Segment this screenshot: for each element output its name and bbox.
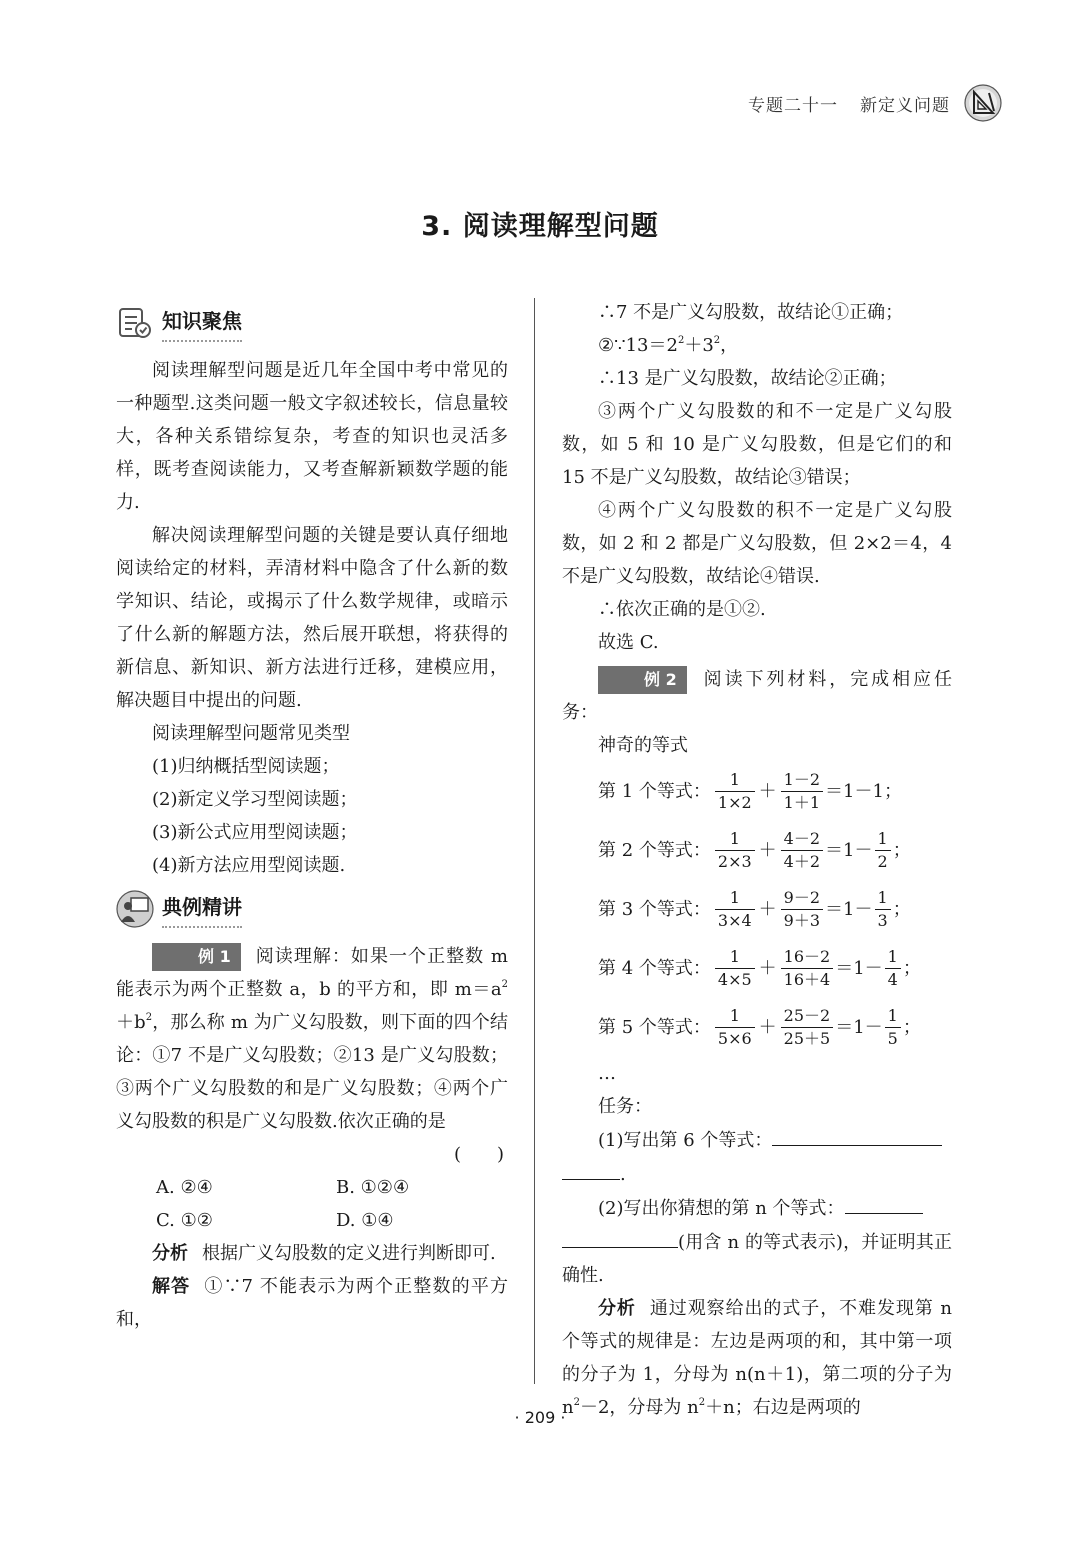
running-header xyxy=(748,84,1002,122)
type-item: (4)新方法应用型阅读题. xyxy=(152,855,346,876)
fraction: $\frac{1}{4}$ xyxy=(885,946,901,991)
fraction: $\frac{1}{2}$ xyxy=(875,828,891,873)
task-label: 任务： xyxy=(598,1096,652,1117)
example-1-answer: 解答 ①∵7 不能表示为两个正整数的平方和， xyxy=(116,1276,508,1330)
answer-blank[interactable] xyxy=(562,1225,678,1248)
task-2-cont: (用含 n 的等式表示)，并证明其正确性. xyxy=(562,1225,952,1292)
equation-row: 第 5 个等式： $\frac{1}{5\times 6}$ ＋ $\frac{25-2}{25+5}$ ＝1－ $\frac{1}{5}$ ； xyxy=(598,1006,921,1048)
equation-row: 第 1 个等式： $\frac{1}{1\times 2}$ ＋ $\frac{1-2}{1+1}$ ＝1－1 ； xyxy=(598,770,902,812)
knowledge-heading xyxy=(116,300,508,346)
fraction: $\frac{1}{3}$ xyxy=(875,887,891,932)
ellipsis: … xyxy=(598,1063,616,1084)
example-2-analysis: 分析 通过观察给出的式子，不难发现第 n 个等式的规律是：左边是两项的和，其中第一项的分子为 1，分母为 n(n＋1)，第二项的分子为 $n^2-2$，分母为 $n^2+n$；右边是两项的 xyxy=(562,1298,952,1418)
example-1-tag: 例 1 xyxy=(152,943,241,971)
equation-row: 第 4 个等式： $\frac{1}{4\times 5}$ ＋ $\frac{16-2}{16+4}$ ＝1－ $\frac{1}{4}$ ； xyxy=(598,947,921,989)
examples-heading-label: 典例精讲 xyxy=(162,891,242,928)
fraction: $\frac{16-2}{16+4}$ xyxy=(781,946,834,991)
header-subject: 新定义问题 xyxy=(860,95,950,116)
type-item: (1)归纳概括型阅读题； xyxy=(152,756,340,777)
example-2-tag: 例 2 xyxy=(598,666,687,694)
fraction: $\frac{9-2}{9+3}$ xyxy=(781,887,823,932)
solution-paragraph-3: ③两个广义勾股数的和不一定是广义勾股数，如 5 和 10 是广义勾股数，但是它们的和 15 不是广义勾股数，故结论③错误； xyxy=(562,401,952,488)
equation-list xyxy=(562,762,952,1057)
type-item: (2)新定义学习型阅读题； xyxy=(152,789,358,810)
intro-paragraph: 阅读理解型问题是近几年全国中考中常见的一种题型.这类问题一般文字叙述较长，信息量较大，各种关系错综复杂，考查的知识也灵活多样，既考查阅读能力，又考查解新颖数学题的能力. xyxy=(116,360,508,513)
section-title: 3. 阅读理解型问题 xyxy=(421,211,659,242)
lecture-icon xyxy=(116,890,154,928)
option-d: D. ①④ xyxy=(336,1210,394,1231)
fraction: $\frac{1}{1\times 2}$ xyxy=(715,769,755,814)
fraction: $\frac{1-2}{1+1}$ xyxy=(781,769,823,814)
column-divider xyxy=(534,298,535,1384)
answer-blank[interactable] xyxy=(772,1123,942,1146)
page-number: · 209 · xyxy=(514,1408,566,1427)
fraction: $\frac{1}{3\times 4}$ xyxy=(715,887,755,932)
choice-options xyxy=(116,1171,508,1237)
equation-row: 第 3 个等式： $\frac{1}{3\times 4}$ ＋ $\frac{9-2}{9+3}$ ＝1－ $\frac{1}{3}$ ； xyxy=(598,888,911,930)
option-b: B. ①②④ xyxy=(336,1177,410,1198)
solution-line: $②\because 13=2^2+3^2$， xyxy=(598,335,739,356)
example-2-intro: 例 2 阅读下列材料，完成相应任务： xyxy=(562,663,952,729)
answer-paren: ( ) xyxy=(453,1144,504,1165)
fraction: $\frac{25-2}{25+5}$ xyxy=(781,1005,834,1050)
task-2: (2)写出你猜想的第 n 个等式： xyxy=(562,1191,952,1225)
examples-heading xyxy=(116,886,508,932)
solution-paragraph-4: ④两个广义勾股数的积不一定是广义勾股数，如 2 和 2 都是广义勾股数，但 2×2＝4，4 不是广义勾股数，故结论④错误. xyxy=(562,500,952,587)
solution-line: ∴7 不是广义勾股数，故结论①正确； xyxy=(598,302,904,323)
geometry-ruler-icon xyxy=(964,84,1002,122)
fraction: $\frac{1}{5}$ xyxy=(885,1005,901,1050)
solution-choice: 故选 C. xyxy=(598,632,659,653)
task-1-cont: . xyxy=(562,1157,952,1191)
answer-blank[interactable] xyxy=(562,1157,620,1180)
fraction: $\frac{1}{5\times 6}$ xyxy=(715,1005,755,1050)
method-paragraph: 解决阅读理解型问题的关键是要认真仔细地阅读给定的材料，弄清材料中隐含了什么新的数学知识、结论，或揭示了什么数学规律，或暗示了什么新的解题方法，然后展开联想，将获得的新信息、新知识、新方法进行迁移，建模应用，解决题目中提出的问题. xyxy=(116,525,508,711)
fraction: $\frac{1}{4\times 5}$ xyxy=(715,946,755,991)
example-2-subtitle: 神奇的等式 xyxy=(598,735,688,756)
knowledge-heading-label: 知识聚焦 xyxy=(162,305,242,342)
left-column xyxy=(116,296,508,1336)
task-1: (1)写出第 6 个等式： xyxy=(562,1123,952,1157)
solution-line: ∴13 是广义勾股数，故结论②正确； xyxy=(598,368,897,389)
example-1-stem: 例 1 阅读理解：如果一个正整数 m 能表示为两个正整数 a，b 的平方和，即 $m=a^2+b^2$，那么称 m 为广义勾股数，则下面的四个结论：①7 不是广义勾股数；②13 是广义勾股数；③两个广义勾股数的和是广义勾股数；④两个广义勾股数的积是广义勾股数.依次正确的是 xyxy=(116,940,508,1138)
equation-row: 第 2 个等式： $\frac{1}{2\times 3}$ ＋ $\frac{4-2}{4+2}$ ＝1－ $\frac{1}{2}$ ； xyxy=(598,829,911,871)
answer-blank[interactable] xyxy=(845,1191,923,1214)
example-1-analysis: 分析 根据广义勾股数的定义进行判断即可. xyxy=(152,1243,496,1264)
option-a: A. ②④ xyxy=(156,1177,213,1198)
types-intro: 阅读理解型问题常见类型 xyxy=(152,723,350,744)
type-item: (3)新公式应用型阅读题； xyxy=(152,822,358,843)
option-c: C. ①② xyxy=(156,1210,213,1231)
checklist-icon xyxy=(116,304,154,342)
solution-conclusion: ∴依次正确的是①②. xyxy=(598,599,766,620)
header-topic: 专题二十一 xyxy=(748,95,838,116)
fraction: $\frac{4-2}{4+2}$ xyxy=(781,828,823,873)
fraction: $\frac{1}{2\times 3}$ xyxy=(715,828,755,873)
right-column xyxy=(562,296,952,1424)
